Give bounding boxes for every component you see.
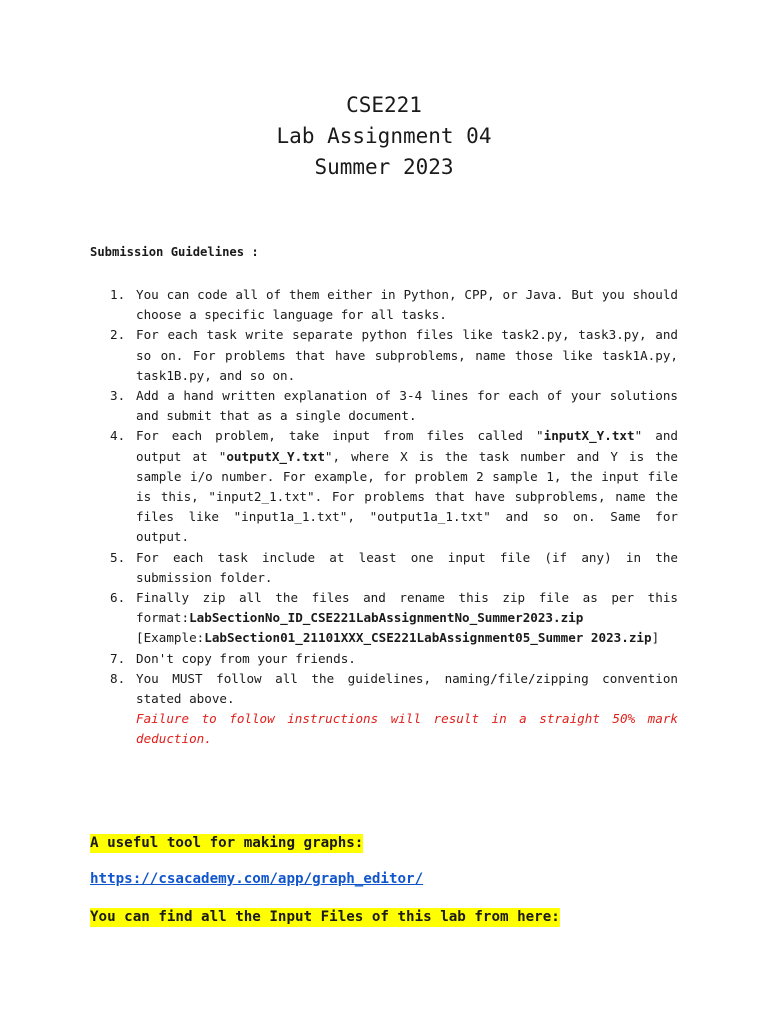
guideline-text: For each problem, take input from files called " — [136, 428, 544, 444]
submission-guidelines-heading: Submission Guidelines : — [90, 245, 259, 259]
list-number: 5. — [110, 549, 126, 565]
guideline-text: [Example: — [136, 630, 205, 646]
guideline-item-7 — [90, 649, 678, 669]
guideline-text: " and output at " — [136, 428, 678, 464]
guideline-text: You can code all of them either in Python, CPP, or Java. But you should choose a specific language for all tasks. — [136, 287, 678, 323]
guideline-item-4 — [90, 426, 678, 547]
list-number: 2. — [110, 327, 126, 343]
guideline-item-6 — [90, 588, 678, 649]
guideline-item-3 — [90, 386, 678, 426]
guideline-text: ", where X is the task number and Y is the sample i/o number. For example, for problem 2 sample 1, the input file is this, "input2_1.txt". For problems that have subproblems, name the files like "input1a_1.txt", "output1a_1.txt" and so on. Same for output. — [136, 448, 679, 545]
guideline-text: Finally zip all the files and rename this zip file as per this format: — [136, 590, 678, 626]
list-number: 3. — [110, 388, 126, 404]
guideline-text: For each task write separate python files like task2.py, task3.py, and so on. For problems that have subproblems, name those like task1A.py, task1B.py, and so on. — [136, 327, 678, 383]
guideline-text: ] — [651, 630, 660, 646]
course-code: CSE221 — [346, 93, 422, 117]
guideline-item-8 — [90, 669, 678, 750]
output-filename: outputX_Y.txt — [226, 448, 325, 464]
term-label: Summer 2023 — [314, 155, 454, 179]
guidelines-list — [90, 285, 678, 750]
graph-tool-heading: A useful tool for making graphs: — [90, 835, 364, 851]
guideline-text: You MUST follow all the guidelines, naming/file/zipping convention stated above. — [136, 670, 678, 707]
penalty-warning: Failure to follow instructions will result in a straight 50% mark deduction. — [136, 711, 678, 747]
list-number: 7. — [110, 650, 126, 666]
title-block — [0, 90, 768, 183]
guideline-text: For each task include at least one input file (if any) in the submission folder. — [136, 549, 678, 585]
list-number: 4. — [110, 428, 126, 444]
guideline-item-5 — [90, 548, 678, 588]
guideline-text: Don't copy from your friends. — [136, 650, 356, 666]
assignment-title: Lab Assignment 04 — [276, 124, 492, 148]
list-number: 1. — [110, 287, 126, 302]
input-files-heading: You can find all the Input Files of this lab from here: — [90, 909, 560, 925]
list-number: 6. — [110, 590, 126, 606]
guideline-text: Add a hand written explanation of 3-4 lines for each of your solutions and submit that as a single document. — [136, 388, 678, 424]
zip-example: LabSection01_21101XXX_CSE221LabAssignment05_Summer 2023.zip — [204, 630, 652, 646]
input-filename: inputX_Y.txt — [543, 428, 635, 444]
graph-editor-link[interactable]: https://csacademy.com/app/graph_editor/ — [90, 871, 424, 887]
guideline-item-2 — [90, 325, 678, 386]
guideline-item-1 — [90, 285, 678, 325]
zip-format: LabSectionNo_ID_CSE221LabAssignmentNo_Summer2023.zip — [189, 610, 584, 626]
list-number: 8. — [110, 670, 126, 686]
